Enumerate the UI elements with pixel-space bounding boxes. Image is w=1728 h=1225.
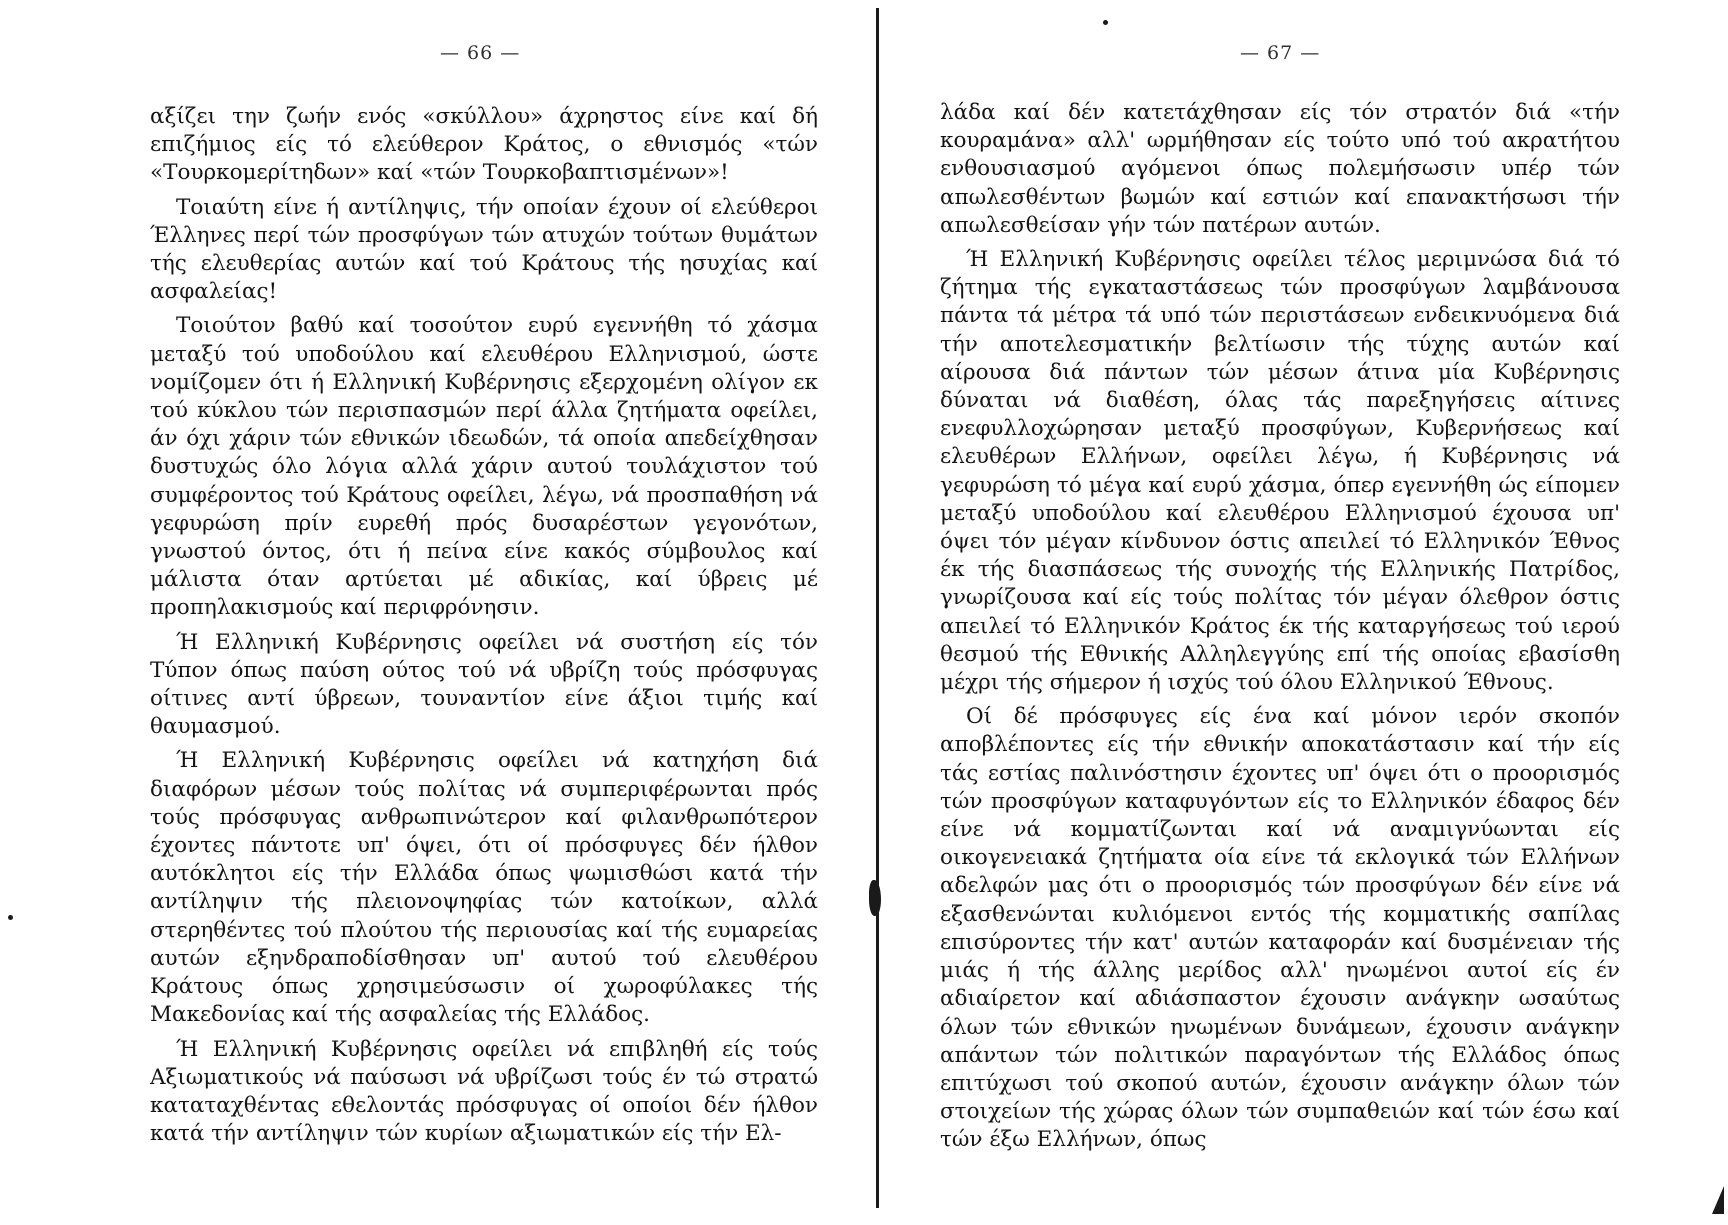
ink-dot <box>8 915 13 920</box>
paragraph: Οί δέ πρόσφυγες είς ένα καί μόνον ιερόν σκοπόν αποβλέποντες είς τήν εθνικήν αποκατάστασιν καί τήν είς τάς εστίας παλινόστησιν έχοντες υπ' όψει ότι ο προορισμός τών προσφύγων καταφυγόντων είς το Ελληνικόν έδαφος δέν είνε νά κομματίζωνται καί νά αναμιγνύωνται είς οικογενειακά ζητήματα οία είνε τά εκλογικά τών Ελλήνων αδελφών μας ότι ο προορισμός τών προσφύγων δέν είνε νά εξασθενώνται κυλιόμενοι εντός τής κομματικής σαπίλας επισύροντες τήν κατ' αυτών καταφοράν καί δυσμένειαν τής μιάς ή τής άλλης μερίδος αλλ' ηνωμένοι αυτοί είς έν αδιαίρετον καί αδιάσπαστον έχουσιν ανάγκην ωσαύτως όλων τών εθνικών ηνωμένων δυνάμεων, έχουσιν ανάγκην απάντων τών πολιτικών παραγόντων τής Ελλάδος όπως επιτύχωσι τού σκοπού αυτών, έχουσιν ανάγκην όλων τών στοιχείων τής χώρας όλων τών συμπαθειών καί τών έσω καί τών έξω Ελλήνων, όπως <box>940 704 1620 1153</box>
paragraph: αξίζει την ζωήν ενός «σκύλλου» άχρηστος είνε καί δή επιζήμιος είς τό ελεύθερον Κράτος, ο εθνισμός «τών «Τουρκομερίτηδων» καί «τών Τουρκοβαπτισμένων»! <box>150 104 818 186</box>
right-page-body <box>940 99 1620 1161</box>
paragraph: Ή Ελληνική Κυβέρνησις οφείλει νά επιβληθή είς τούς Αξιωματικούς νά παύσωσι νά υβρίζωσι τούς έν τώ στρατώ καταταχθέντας εθελοντάς πρόσφυγας οί οποίοι δέν ήλθον κατά τήν αντίληψιν τών κυρίων αξιωματικών είς τήν Ελ- <box>150 1036 818 1147</box>
paragraph: Τοιαύτη είνε ή αντίληψις, τήν οποίαν έχουν οί ελεύθεροι Έλληνες περί τών προσφύγων τών ατυχών τούτων θυμάτων τής ελευθερίας αυτών καί τού Κράτους τής ησυχίας καί ασφαλείας! <box>150 194 818 305</box>
paragraph: Τοιούτον βαθύ καί τοσούτον ευρύ εγεννήθη τό χάσμα μεταξύ τού υποδούλου καί ελευθέρου Ελληνισμού, ώστε νομίζομεν ότι ή Ελληνική Κυβέρνησις εξερχομένη ολίγον εκ τού κύκλου τών περισπασμών περί άλλα ζητήματα οφείλει, άν όχι χάριν τών εθνικών ιδεωδών, τά οποία απεδείχθησαν δυστυχώς όλο λόγια αλλά χάριν αυτού τουλάχιστον τού συμφέροντος τού Κράτους οφείλει, λέγω, νά προσπαθήση νά γεφυρώση πρίν ευρεθή πρός δυσαρέστων γεγονότων, γνωστού όντος, ότι ή πείνα είνε κακός σύμβουλος καί μάλιστα όταν αρτύεται μέ αδικίας, καί ύβρεις μέ προπηλακισμούς καί περιφρόνησιν. <box>150 313 818 621</box>
book-spine <box>876 8 879 1208</box>
spine-ink-mark <box>869 880 881 916</box>
ink-dot <box>1103 20 1108 25</box>
page-number-right: — 67 — <box>1240 42 1321 64</box>
page-number-left: — 66 — <box>440 42 521 64</box>
paragraph: Ή Ελληνική Κυβέρνησις οφείλει νά συστήση είς τόν Τύπον όπως παύση ούτος τού νά υβρίζη τούς πρόσφυγας οίτινες αντί ύβρεων, τουναντίον είνε άξιοι τιμής καί θαυμασμού. <box>150 629 818 740</box>
corner-page-curl <box>1712 1186 1724 1214</box>
paragraph: λάδα καί δέν κατετάχθησαν είς τόν στρατόν διά «τήν κουραμάνα» αλλ' ωρμήθησαν είς τούτο υπό τού ακρατήτου ενθουσιασμού αγόμενοι όπως πολεμήσωσιν υπέρ τών απωλεσθέντων βωμών καί εστιών καί επανακτήσωσι τήν απωλεσθείσαν γήν τών πατέρων αυτών. <box>940 100 1620 238</box>
paragraph: Ή Ελληνική Κυβέρνησις οφείλει νά κατηχήση διά διαφόρων μέσων τούς πολίτας νά συμπεριφέρωνται πρός τούς πρόσφυγας ανθρωπινώτερον καί φιλανθρωπότερον έχοντες πάντοτε υπ' όψει, ότι οί πρόσφυγες δέν ήλθον αυτόκλητοι είς τήν Ελλάδα όπως ψωμισθώσι κατά τήν αντίληψιν τής πλειονοψηφίας τών κατοίκων, αλλά στερηθέντες τού πλούτου τής περιουσίας καί τής ευμαρείας αυτών εξηνδραποδίσθησαν υπ' αυτού τού ελευθέρου Κράτους όπως χρησιμεύσωσιν οί χωροφύλακες τής Μακεδονίας καί τής ασφαλείας τής Ελλάδος. <box>150 748 818 1028</box>
paragraph: Ή Ελληνική Κυβέρνησις οφείλει τέλος μεριμνώσα διά τό ζήτημα τής εγκαταστάσεως τών προσφύγων λαμβάνουσα πάντα τά μέτρα τά υπό τών περιστάσεων ενδεικνυόμενα διά τήν αποτελεσματικήν βελτίωσιν τής τύχης αυτών καί αίρουσα διά πάντων τών μέσων άτινα μία Κυβέρνησις δύναται νά διαθέση, όλας τάς παρεξηγήσεις αίτινες ενεφυλλοχώρησαν μεταξύ προσφύγων, Κυβερνήσεως καί ελευθέρων Ελλήνων, οφείλει λέγω, ή Κυβέρνησις νά γεφυρώση τό μέγα καί ευρύ χάσμα, όπερ εγεννήθη ώς είπομεν μεταξύ υποδούλου καί ελευθέρου Ελληνισμού έχουσα υπ' όψει τόν μέγαν κίνδυνον όστις απειλεί τό Ελληνικόν Έθνος έκ τής διασπάσεως τής συνοχής τής Ελληνικής Πατρίδος, γνωρίζουσα καί είς τούς πολίτας τόν μέγαν όλεθρον όστις απειλεί τό Ελληνικόν Κράτος έκ τής καταργήσεως τού ιερού θεσμού τής Εθνικής Αλληλεγγύης επί τής οποίας εβασίσθη μέχρι τής σήμερον ή ισχύς τού όλου Ελληνικού Έθνους. <box>940 247 1620 696</box>
left-page-body <box>150 103 818 1154</box>
